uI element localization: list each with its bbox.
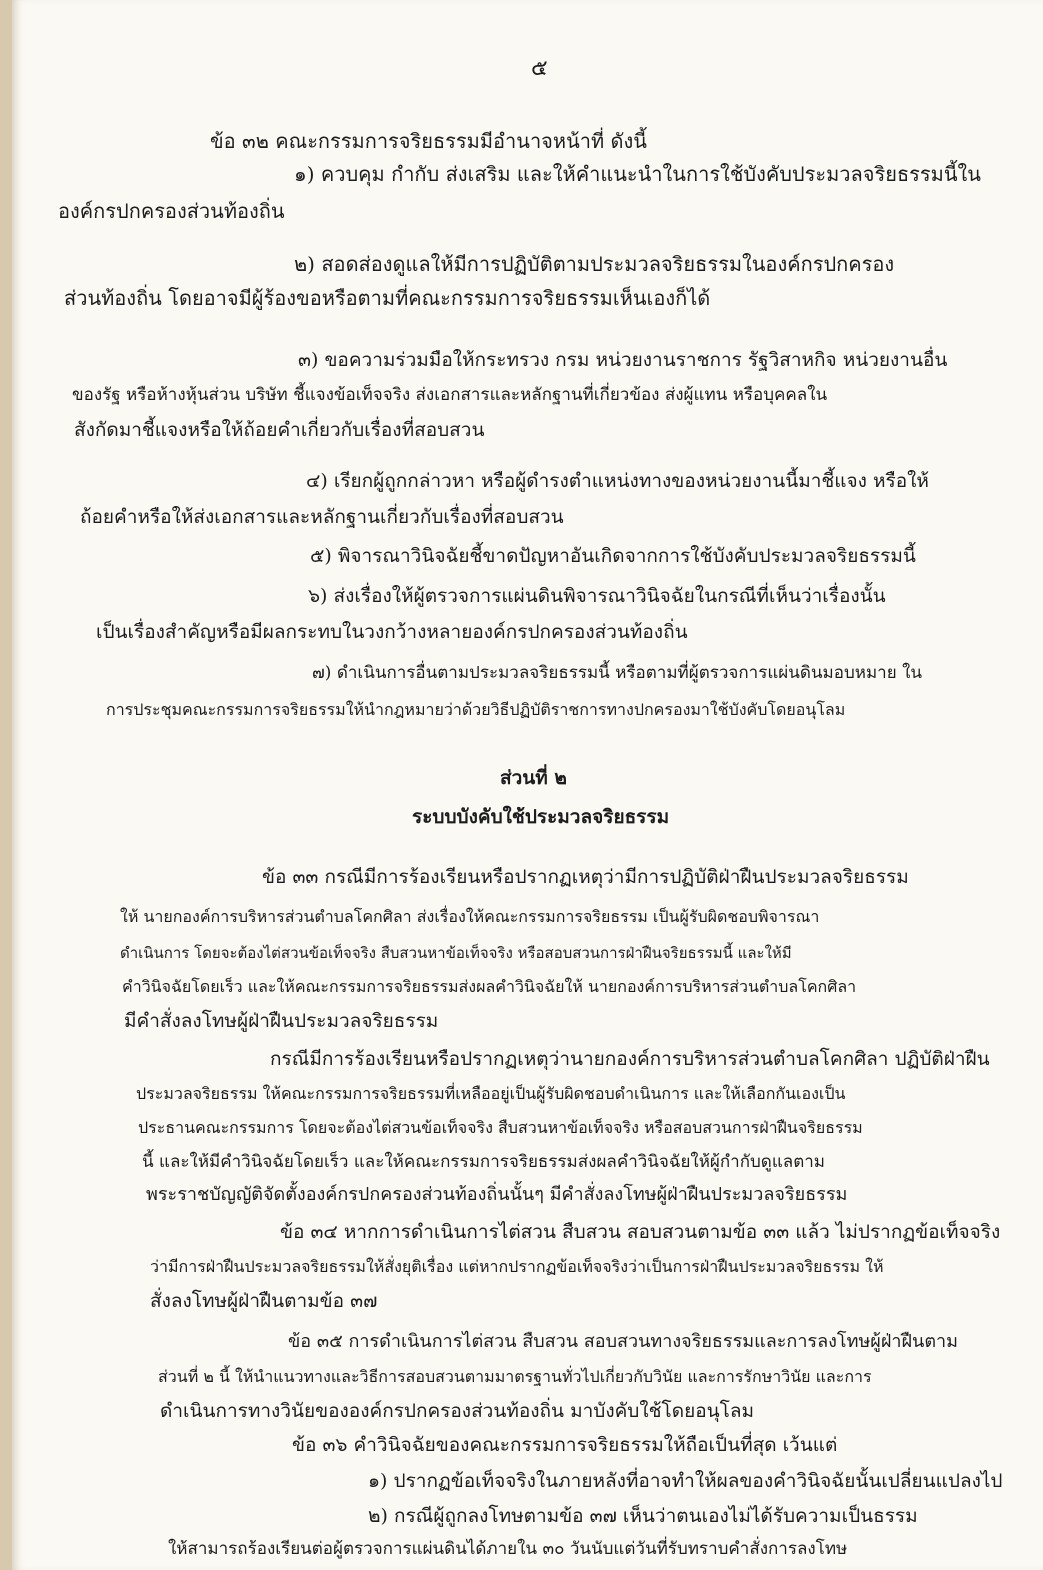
text-line: ว่ามีการฝ่าฝืนประมวลจริยธรรมให้สั่งยุติเรื่อง แต่หากปรากฏข้อเท็จจริงว่าเป็นการฝ่าฝืนประมวลจริยธรรม ให้ xyxy=(150,1257,884,1276)
text-line: มีคำสั่งลงโทษผู้ฝ่าฝืนประมวลจริยธรรม xyxy=(124,1010,439,1032)
section-title: ระบบบังคับใช้ประมวลจริยธรรม xyxy=(412,806,670,828)
text-line: สังกัดมาชี้แจงหรือให้ถ้อยคำเกี่ยวกับเรื่องที่สอบสวน xyxy=(74,419,485,441)
text-line: ดำเนินการทางวินัยขององค์กรปกครองส่วนท้องถิ่น มาบังคับใช้โดยอนุโลม xyxy=(160,1400,754,1422)
text-line: ๓) ขอความร่วมมือให้กระทรวง กรม หน่วยงานราชการ รัฐวิสาหกิจ หน่วยงานอื่น xyxy=(298,349,948,371)
text-line: ข้อ ๓๖ คำวินิจฉัยของคณะกรรมการจริยธรรมให้ถือเป็นที่สุด เว้นแต่ xyxy=(292,1434,838,1456)
document-page xyxy=(12,0,1043,1570)
text-line: ส่วนที่ ๒ นี้ ให้นำแนวทางและวิธีการสอบสวนตามมาตรฐานทั่วไปเกี่ยวกับวินัย และการรักษาวินัย และการ xyxy=(158,1367,872,1386)
text-line: ๑) ปรากฏข้อเท็จจริงในภายหลังที่อาจทำให้ผลของคำวินิจฉัยนั้นเปลี่ยนแปลงไป xyxy=(368,1470,1003,1492)
text-line: องค์กรปกครองส่วนท้องถิ่น xyxy=(58,199,285,223)
text-line: ๖) ส่งเรื่องให้ผู้ตรวจการแผ่นดินพิจารณาวินิจฉัยในกรณีที่เห็นว่าเรื่องนั้น xyxy=(308,585,886,607)
text-line: การประชุมคณะกรรมการจริยธรรมให้นำกฎหมายว่าด้วยวิธีปฏิบัติราชการทางปกครองมาใช้บังคับโดยอนุโลม xyxy=(106,700,846,719)
text-line: เป็นเรื่องสำคัญหรือมีผลกระทบในวงกว้างหลายองค์กรปกครองส่วนท้องถิ่น xyxy=(96,621,688,643)
text-line: ข้อ ๓๔ หากการดำเนินการไต่สวน สืบสวน สอบสวนตามข้อ ๓๓ แล้ว ไม่ปรากฏข้อเท็จจริง xyxy=(280,1221,1001,1243)
text-line: ให้ นายกองค์การบริหารส่วนตำบลโคกศิลา ส่งเรื่องให้คณะกรรมการจริยธรรม เป็นผู้รับผิดชอบพิจารณา xyxy=(120,907,820,926)
text-line: ๗) ดำเนินการอื่นตามประมวลจริยธรรมนี้ หรือตามที่ผู้ตรวจการแผ่นดินมอบหมาย ใน xyxy=(312,663,922,683)
text-line: ๑) ควบคุม กำกับ ส่งเสริม และให้คำแนะนำในการใช้บังคับประมวลจริยธรรมนี้ใน xyxy=(294,162,981,186)
text-line: ๕) พิจารณาวินิจฉัยชี้ขาดปัญหาอันเกิดจากการใช้บังคับประมวลจริยธรรมนี้ xyxy=(310,545,916,567)
text-line: คำวินิจฉัยโดยเร็ว และให้คณะกรรมการจริยธรรมส่งผลคำวินิจฉัยให้ นายกองค์การบริหารส่วนตำบลโคกศิลา xyxy=(122,977,857,996)
section-heading: ส่วนที่ ๒ xyxy=(500,767,567,789)
text-line: ๔) เรียกผู้ถูกกล่าวหา หรือผู้ดำรงตำแหน่งทางของหน่วยงานนี้มาชี้แจง หรือให้ xyxy=(306,470,929,492)
text-line: ประมวลจริยธรรม ให้คณะกรรมการจริยธรรมที่เหลืออยู่เป็นผู้รับผิดชอบดำเนินการ และให้เลือกกันเองเป็น xyxy=(136,1084,846,1103)
text-line: พระราชบัญญัติจัดตั้งองค์กรปกครองส่วนท้องถิ่นนั้นๆ มีคำสั่งลงโทษผู้ฝ่าฝืนประมวลจริยธรรม xyxy=(146,1184,848,1205)
text-line: ข้อ ๓๓ กรณีมีการร้องเรียนหรือปรากฏเหตุว่ามีการปฏิบัติฝ่าฝืนประมวลจริยธรรม xyxy=(262,866,909,888)
text-line: ๒) สอดส่องดูแลให้มีการปฏิบัติตามประมวลจริยธรรมในองค์กรปกครอง xyxy=(294,252,895,276)
text-line: สั่งลงโทษผู้ฝ่าฝืนตามข้อ ๓๗ xyxy=(150,1290,378,1312)
text-line: ดำเนินการ โดยจะต้องไต่สวนข้อเท็จจริง สืบสวนหาข้อเท็จจริง หรือสอบสวนการฝ่าฝืนจริยธรรมนี้ และให้มี xyxy=(120,944,792,962)
text-line: ของรัฐ หรือห้างหุ้นส่วน บริษัท ชี้แจงข้อเท็จจริง ส่งเอกสารและหลักฐานที่เกี่ยวข้อง ส่งผู้แทน หรือบุคคลใน xyxy=(72,385,828,405)
text-line: นี้ และให้มีคำวินิจฉัยโดยเร็ว และให้คณะกรรมการจริยธรรมส่งผลคำวินิจฉัยให้ผู้กำกับดูแลตาม xyxy=(142,1152,826,1172)
text-line: ข้อ ๓๕ การดำเนินการไต่สวน สืบสวน สอบสวนทางจริยธรรมและการลงโทษผู้ฝ่าฝืนตาม xyxy=(288,1331,959,1352)
text-line: ข้อ ๓๒ คณะกรรมการจริยธรรมมีอำนาจหน้าที่ ดังนี้ xyxy=(210,129,647,153)
text-line: ส่วนท้องถิ่น โดยอาจมีผู้ร้องขอหรือตามที่คณะกรรมการจริยธรรมเห็นเองก็ได้ xyxy=(64,286,711,310)
text-line: กรณีมีการร้องเรียนหรือปรากฏเหตุว่านายกองค์การบริหารส่วนตำบลโคกศิลา ปฏิบัติฝ่าฝืน xyxy=(270,1048,990,1070)
text-line: ให้สามารถร้องเรียนต่อผู้ตรวจการแผ่นดินได้ภายใน ๓๐ วันนับแต่วันที่รับทราบคำสั่งการลงโทษ xyxy=(168,1539,848,1559)
text-line: ประธานคณะกรรมการ โดยจะต้องไต่สวนข้อเท็จจริง สืบสวนหาข้อเท็จจริง หรือสอบสวนการฝ่าฝืนจริยธรรม xyxy=(138,1118,863,1137)
page-number: ๕ xyxy=(531,56,548,81)
text-line: ๒) กรณีผู้ถูกลงโทษตามข้อ ๓๗ เห็นว่าตนเองไม่ได้รับความเป็นธรรม xyxy=(368,1505,918,1527)
text-line: ถ้อยคำหรือให้ส่งเอกสารและหลักฐานเกี่ยวกับเรื่องที่สอบสวน xyxy=(80,506,564,528)
